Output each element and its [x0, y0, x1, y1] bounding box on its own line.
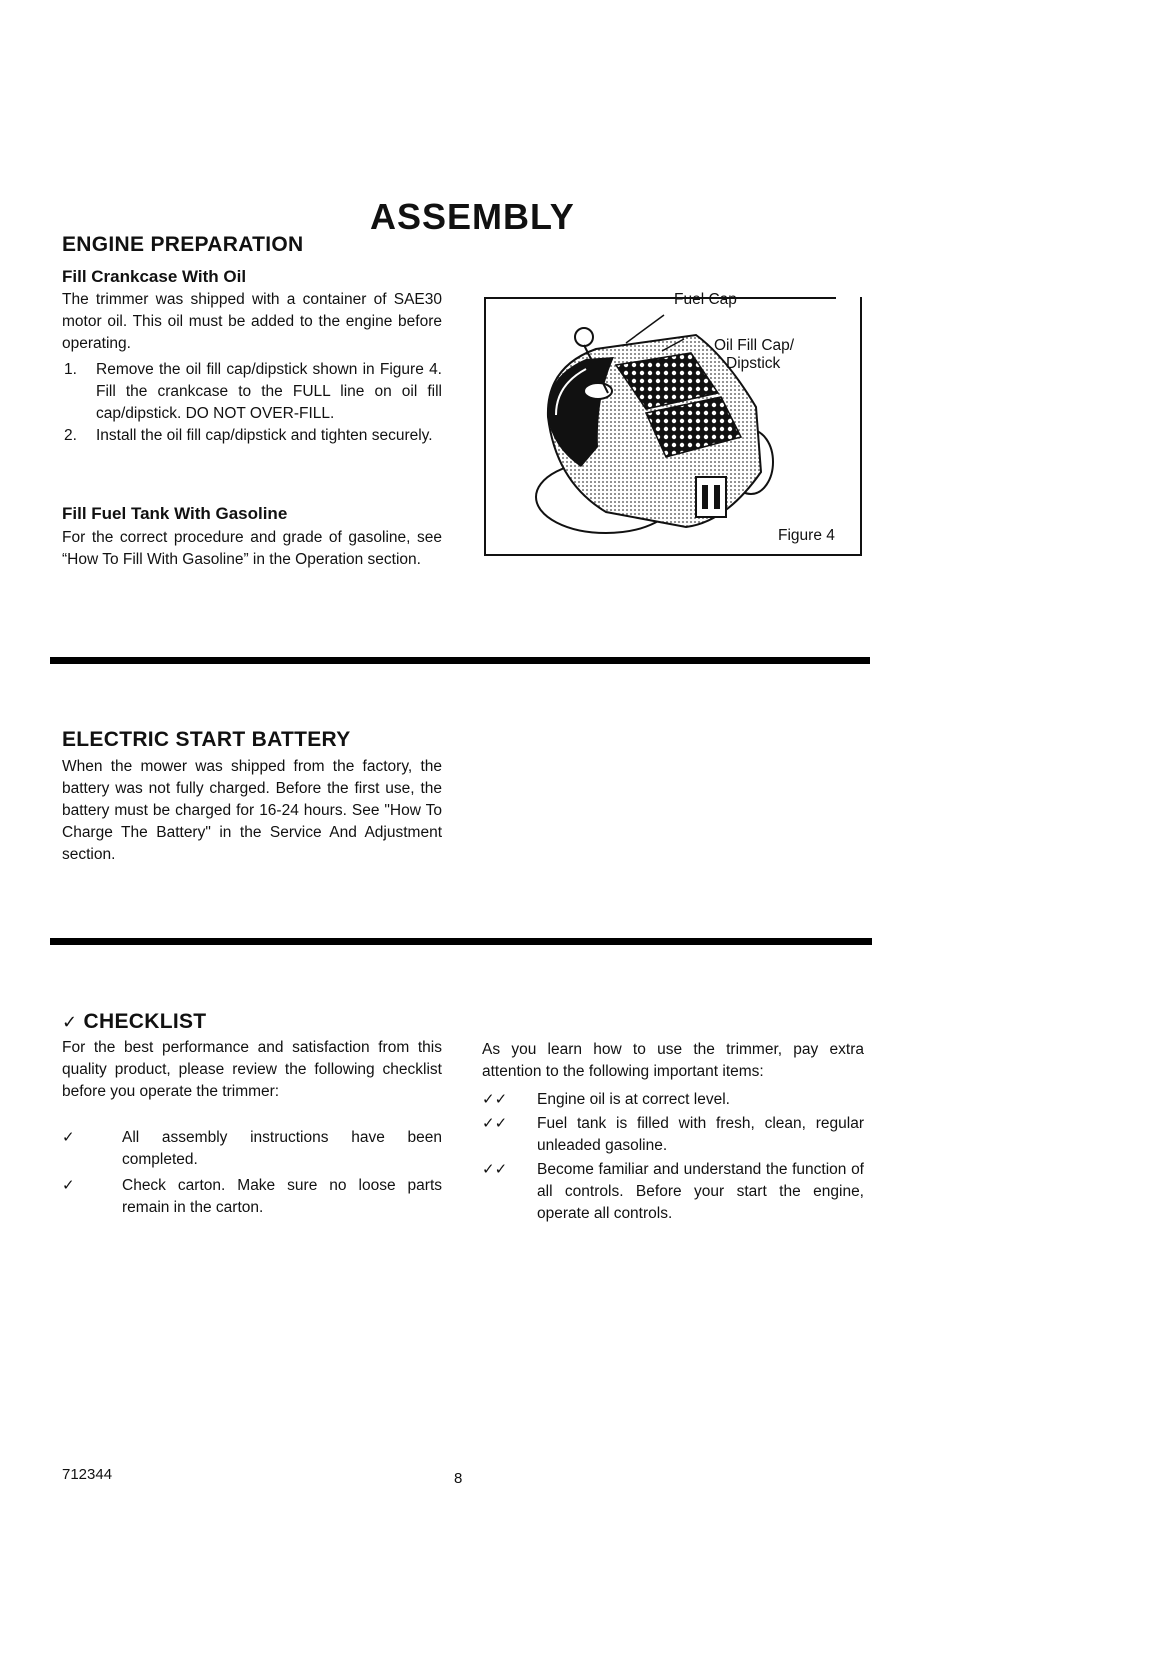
double-check-mark-icon: ✓✓ [482, 1161, 508, 1178]
check-mark-icon: ✓ [62, 1012, 78, 1032]
engine-preparation-heading: ENGINE PREPARATION [62, 233, 304, 256]
checklist-item [482, 1089, 864, 1111]
battery-text: When the mower was shipped from the factory, the battery was not fully charged. Before the first use, the battery must be charged for 16-24 hours. See "How To Charge The Battery" in the Service And Adjustment section. [62, 758, 442, 863]
checklist-item [482, 1159, 864, 1225]
checklist-heading: CHECKLIST [83, 1010, 207, 1033]
fuel-text: For the correct procedure and grade of gasoline, see “How To Fill With Gasoline” in the Operation section. [62, 529, 442, 568]
crankcase-steps [62, 359, 442, 447]
checklist-item-text: Engine oil is at correct level. [537, 1091, 730, 1108]
label-fuel-cap: Fuel Cap [674, 291, 737, 308]
step-number: 1. [64, 361, 77, 378]
doc-number: 712344 [62, 1466, 113, 1483]
figure-4-frame [484, 291, 862, 556]
checklist-item-text: Become familiar and understand the function of all controls. Before your start the engine, operate all controls. [537, 1161, 864, 1222]
checklist-intro: For the best performance and satisfaction from this quality product, please review the following checklist before you operate the trimmer: [62, 1039, 442, 1100]
checklist-item [482, 1113, 864, 1157]
page-number: 8 [454, 1470, 463, 1487]
crankcase-step [62, 425, 442, 447]
label-dipstick: Dipstick [726, 355, 781, 372]
section-divider [50, 938, 872, 945]
label-oil-fill-cap: Oil Fill Cap/ [714, 337, 795, 354]
page-title: ASSEMBLY [370, 196, 575, 237]
double-check-mark-icon: ✓✓ [482, 1115, 508, 1132]
checklist-item [62, 1175, 442, 1219]
double-check-mark-icon: ✓✓ [482, 1091, 508, 1108]
engine-illustration [486, 297, 860, 554]
check-mark-icon: ✓ [62, 1129, 75, 1146]
battery-heading: ELECTRIC START BATTERY [62, 728, 351, 751]
checklist-item [62, 1127, 442, 1171]
checklist-heading-row [62, 1010, 206, 1034]
step-text: Install the oil fill cap/dipstick and tighten securely. [96, 427, 433, 444]
checklist-item-text: All assembly instructions have been completed. [122, 1129, 442, 1168]
figure-caption: Figure 4 [778, 527, 835, 544]
check-mark-icon: ✓ [62, 1177, 75, 1194]
crankcase-intro: The trimmer was shipped with a container of SAE30 motor oil. This oil must be added to the engine before operating. [62, 291, 442, 352]
checklist-left-items [62, 1127, 442, 1219]
checklist-item-text: Fuel tank is filled with fresh, clean, regular unleaded gasoline. [537, 1115, 864, 1154]
checklist-right-items [482, 1089, 864, 1225]
checklist-item-text: Check carton. Make sure no loose parts remain in the carton. [122, 1177, 442, 1216]
fill-fuel-heading: Fill Fuel Tank With Gasoline [62, 504, 288, 523]
section-divider [50, 657, 870, 664]
fill-crankcase-heading: Fill Crankcase With Oil [62, 267, 247, 286]
step-text: Remove the oil fill cap/dipstick shown in Figure 4. Fill the crankcase to the FULL line on oil fill cap/dipstick. DO NOT OVER-FILL. [96, 361, 442, 422]
checklist-right-intro: As you learn how to use the trimmer, pay extra attention to the following important items: [482, 1041, 864, 1080]
step-number: 2. [64, 427, 77, 444]
crankcase-step [62, 359, 442, 425]
